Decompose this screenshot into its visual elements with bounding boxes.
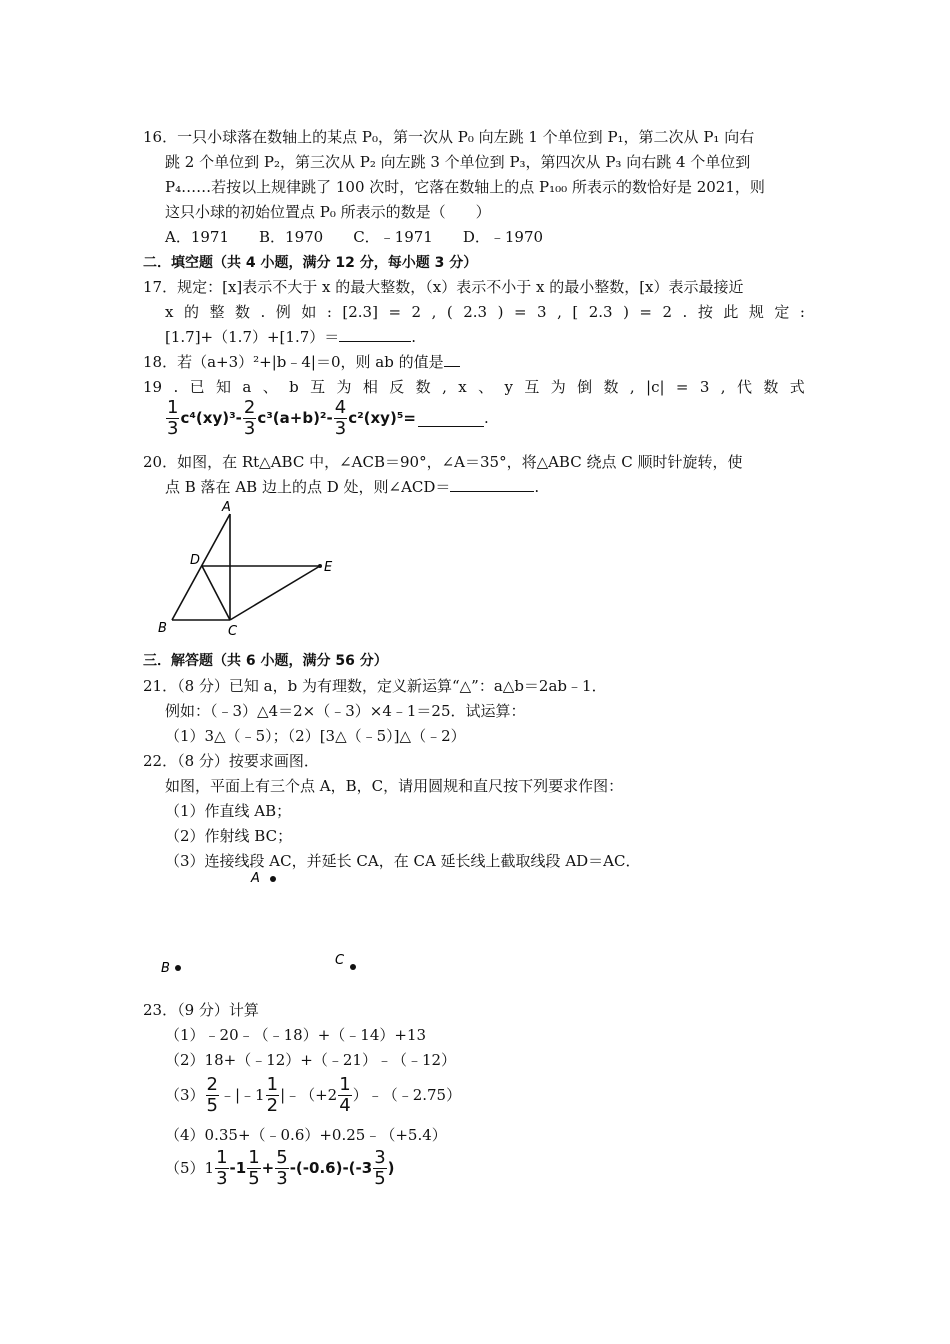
label-b: B [161,961,170,976]
text-token: |c| [646,378,665,396]
q16-line-2: 跳 2 个单位到 P₂，第三次从 P₂ 向左跳 3 个单位到 P₃，第四次从 P₃ 向右跳 4 个单位到 [165,153,751,171]
text-token: = [675,378,689,396]
text-token: 2 [662,303,673,321]
text-token: 反 [389,378,405,396]
text-token: x [458,378,467,396]
text-token: 知 [216,378,232,396]
point-a [270,876,276,882]
text-token: 倒 [577,378,593,396]
point-e [318,564,322,568]
q21-line-2: 例如：（﹣3）△4＝2×（﹣3）×4﹣1＝25．试运算： [165,702,526,720]
q23-part-2: （2）18+（﹣12）+（﹣21）﹣（﹣12） [165,1051,457,1069]
q20-line-2-text: 点 B 落在 AB 边上的点 D 处，则∠ACD＝ [165,478,451,496]
text-token: 已 [189,378,205,396]
label-b: B [158,621,167,636]
segment-dc [202,566,230,620]
answer-blank [339,325,411,342]
q21-line-1: 21．（8 分）已知 a，b 为有理数，定义新运算“△”：a△b＝2ab﹣1． [143,677,607,695]
label-a: A [251,871,260,886]
answer-blank [450,475,534,492]
section-3-heading: 三．解答题（共 6 小题，满分 56 分） [143,653,388,669]
text-token: 例 [275,303,291,321]
label-c: C [335,953,345,968]
text-token: 互 [310,378,326,396]
part-label: （5）1 [165,1159,215,1177]
expression-term: ) [387,1159,395,1177]
q22-line-5: （3）连接线段 AC，并延长 CA，在 CA 延长线上截取线段 AD＝AC． [165,852,641,870]
q17-line-1: 17．规定：[x]表示不大于 x 的最大整数，（x）表示不小于 x 的最小整数，[x）表示最接近 [143,278,744,296]
text-token: 代 [736,378,752,396]
fraction: $\frac{1}{5}$ [248,1146,260,1189]
q18-line [143,350,783,374]
text-token: : [326,303,332,321]
text-token: 2 [411,303,422,321]
label-a: A [222,500,231,515]
text-token: = [639,303,652,321]
fraction: $\frac{1}{2}$ [266,1073,279,1116]
period: . [483,409,489,427]
expression-term: + [261,1159,275,1177]
q23-part-1: （1）﹣20﹣（﹣18）+（﹣14）+13 [165,1026,427,1044]
fraction: $\frac{2}{3}$ [243,396,256,439]
text-token: 规 [748,303,764,321]
expression-term: c³(a+b)²- [257,409,333,427]
q22-line-4: （2）作射线 BC； [165,827,293,845]
point-b [175,965,181,971]
triangle-figure [150,498,350,643]
fraction: $\frac{4}{3}$ [334,396,347,439]
text-token: 数 [415,378,431,396]
text-token: 3 [699,378,710,396]
q16-line-3: P₄……若按以上规律跳了 100 次时，它落在数轴上的点 P₁₀₀ 所表示的数恰好是 2021，则 [165,178,765,196]
three-points-figure [155,866,365,978]
q17-line-3-text: [1.7]+（1.7）+[1.7）＝ [165,328,340,346]
text-token: , [431,303,437,321]
text-token: 互 [524,378,540,396]
text-token: 按 [697,303,713,321]
text-token: 、 [478,378,494,396]
q17-line-3: [1.7]+（1.7）+[1.7）＝ . [165,325,805,349]
expression-term: -1 [229,1159,247,1177]
text-token: [ [572,303,579,321]
q18-text: 18．若（a+3）²+|b﹣4|＝0，则 ab 的值是 [143,353,444,371]
answer-blank [444,350,460,367]
text-token: . [173,378,179,396]
expression-term: |﹣（+2 [280,1086,338,1104]
text-token: a [242,378,252,396]
text-token: 数 [235,303,251,321]
expression-term: ）﹣（﹣2.75） [352,1086,462,1104]
text-token: , [629,378,635,396]
text-token: [2.3] [342,303,378,321]
text-token: 此 [723,303,739,321]
text-token: ( [446,303,453,321]
q17-line-2 [165,300,805,324]
expression-term: c⁴(xy)³- [180,409,242,427]
text-token: 2.3 [463,303,488,321]
text-token: = [388,303,402,321]
text-token: . [260,303,266,321]
q23-part-4: （4）0.35+（﹣0.6）+0.25﹣（+5.4） [165,1126,447,1144]
text-token: , [557,303,562,321]
fraction: $\frac{3}{5}$ [374,1146,386,1189]
label-c: C [228,624,238,639]
fraction: $\frac{5}{3}$ [276,1146,288,1189]
section-2-heading: 二．填空题（共 4 小题，满分 12 分，每小题 3 分） [143,255,478,271]
text-token: 整 [209,303,225,321]
text-token: 如 [301,303,317,321]
q22-line-1: 22．（8 分）按要求画图． [143,752,319,770]
text-token: 19 [143,378,163,396]
period: . [534,478,540,496]
text-token: 3 [537,303,547,321]
q20-line-2 [165,475,805,499]
segment-ce [230,566,320,620]
q23-part-5 [165,1146,805,1190]
q21-line-3: （1）3△（﹣5）；（2）[3△（﹣5）]△（﹣2） [165,727,466,745]
text-token: y [504,378,513,396]
text-token: 2.3 [588,303,613,321]
text-token: , [720,378,726,396]
q19-expression [165,398,805,438]
text-token: 、 [262,378,278,396]
text-token: 为 [550,378,566,396]
expression-term: ﹣|﹣1 [220,1086,265,1104]
fraction: $\frac{1}{4}$ [339,1073,351,1116]
q22-line-3: （1）作直线 AB； [165,802,292,820]
text-token: 的 [183,303,199,321]
point-c [350,964,356,970]
answer-blank [418,410,484,427]
q16-line-4: 这只小球的初始位置点 P₀ 所表示的数是（ ） [165,203,491,221]
q16-line-1: 16．一只小球落在数轴上的某点 P₀，第一次从 P₀ 向左跳 1 个单位到 P₁，第二次从 P₁ 向右 [143,128,755,146]
fraction: $\frac{2}{5}$ [206,1073,218,1116]
text-token: 为 [336,378,352,396]
q22-line-2: 如图，平面上有三个点 A，B，C，请用圆规和直尺按下列要求作图： [165,777,624,795]
q23-part-3 [165,1073,805,1117]
text-token: , [442,378,447,396]
text-token: . [682,303,688,321]
fraction: $\frac{1}{3}$ [216,1146,228,1189]
label-d: D [190,553,201,568]
label-e: E [324,560,333,575]
text-token: = [513,303,527,321]
q16-options: A．1971 B．1970 C．﹣1971 D．﹣1970 [165,228,544,246]
text-token: ) [623,303,629,321]
fraction: $\frac{1}{3}$ [167,396,179,439]
text-token: 数 [603,378,619,396]
text-token: 定 [774,303,790,321]
q20-line-1: 20．如图，在 Rt△ABC 中，∠ACB＝90°，∠A＝35°，将△ABC 绕点 C 顺时针旋转，使 [143,453,743,471]
text-token: : [799,303,805,321]
q19-line-1 [143,375,805,399]
expression-term: c²(xy)⁵= [348,409,416,427]
text-token: 数 [763,378,779,396]
part-label: （3） [165,1086,205,1104]
text-token: 相 [362,378,378,396]
text-token: b [289,378,299,396]
q23-line-1: 23．（9 分）计算 [143,1001,259,1019]
text-token: ) [497,303,504,321]
text-token: x [165,303,174,321]
text-token: 式 [789,378,805,396]
expression-term: -(-0.6)-(-3 [289,1159,373,1177]
